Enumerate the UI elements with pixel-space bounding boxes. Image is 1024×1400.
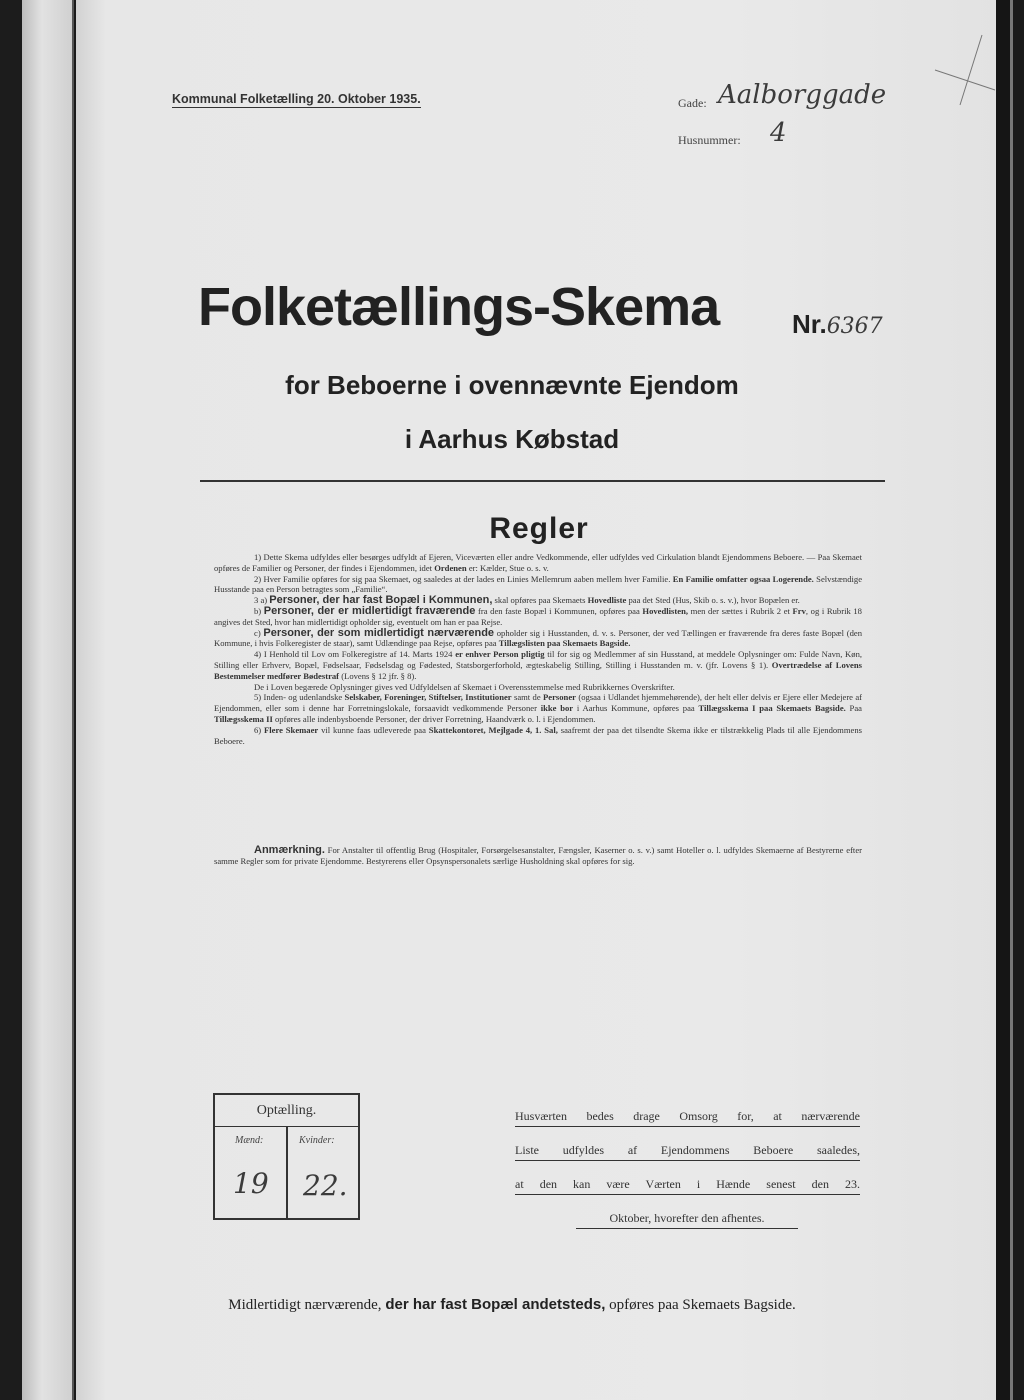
rule-1: 1) Dette Skema udfyldes eller besørges udfyldt af Ejeren, Viceværten eller andre Vedkommende, eller udfyldes ved Cirkulation blandt Ejendommens Beboere. — Paa Skemaet opføres de Familier og Personer, der findes i Ejendommen, idet Ordenen er: Kælder, Stue o. s. v.	[214, 552, 862, 573]
form-title: Folketællings-Skema	[198, 277, 720, 337]
footer-note	[0, 1296, 1024, 1314]
rule-6: 6) Flere Skemaer vil kunne faas udleverede paa Skattekontoret, Mejlgade 4, 1. Sal, saafremt der paa det tilsendte Skema ikke er tilstrækkelig Plads til alle Ejendommens Beboere.	[214, 724, 863, 746]
form-subtitle: for Beboerne i ovennævnte Ejendom	[285, 370, 739, 400]
form-location: i Aarhus Købstad	[404, 424, 620, 454]
census-header: Kommunal Folketælling 20. Oktober 1935.	[172, 92, 421, 106]
rule-3b: b) Personer, der er midlertidigt fraværende fra den faste Bopæl i Kommunen, opføres paa Hovedlisten, men der sættes i Rubrik 2 et Frv, og i Rubrik 18 angives det Sted, hvor han midlertidigt opholder sig, eventuelt om han er paa Rejse.	[214, 604, 862, 627]
rule-3c: c) Personer, der som midlertidigt nærværende opholder sig i Husstanden, d. v. s. Personer, der ved Tællingen er fraværende fra deres faste Bopæl (den Kommune, i hvis Folkeregister de staar), samt Udlændinge paa Rejse, opføres paa Tillægslisten paa Skemaets Bagside.	[214, 626, 862, 649]
rule-4: 4) I Henhold til Lov om Folkeregistre af 14. Marts 1924 er enhver Person pligtig til for sig og Medlemmer af sin Husstand, at meddele Oplysninger om: Fulde Navn, Køn, Stilling eller Erhverv, Bopæl, Fødselsaar, Fødselsdag og Fødested, Statsborgerforhold, ægteskabelig Stilling, Stilling i Husstanden m. v. (jfr. Lovens § 1). Overtrædelse af Lovens Bestemmelser medfører Bødestraf (Lovens § 12 jfr. § 8).	[214, 649, 863, 681]
street-label: Gade:	[678, 96, 707, 110]
pencil-mark	[920, 30, 1000, 110]
rule-5: 5) Inden- og udenlandske Selskaber, Foreninger, Stiftelser, Institutioner samt de Personer (ogsaa i Udlandet hjemmehørende), der helt eller delvis er Ejere eller Medejere af Ejendommen, eller som i denne har Forretningslokale, forsaavidt vedkommende Personer ikke bor i Aarhus Kommune, opføres paa Tillægsskema I paa Skemaets Bagside. Paa Tillægsskema II opføres alle indenbysboende Personer, der driver Forretning, Haandværk o. l. i Ejendommen.	[214, 692, 863, 724]
house-number-value: 4	[770, 118, 787, 148]
instruction-line-3: at den kan være Værten i Hænde senest den 23.	[515, 1174, 860, 1195]
instruction-line-4: Oktober, hvorefter den afhentes.	[576, 1208, 798, 1229]
form-number	[792, 309, 883, 340]
footer-part-c: opføres paa Skemaets Bagside.	[609, 1297, 796, 1313]
count-box	[213, 1093, 360, 1220]
footer-part-b: der har fast Bopæl andetsteds,	[385, 1296, 606, 1313]
count-box-divider	[286, 1126, 288, 1218]
form-number-value: 6367	[826, 314, 883, 339]
rule-4-extra: De i Loven begærede Oplysninger gives ved Udfyldelsen af Skemaet i Overensstemmelse med Rubrikkernes Overskrifter.	[254, 681, 675, 692]
book-spine	[0, 0, 22, 1400]
rules-heading: Regler	[489, 512, 589, 545]
count-box-title: Optælling.	[215, 1095, 358, 1127]
instruction-line-1: Husværten bedes drage Omsorg for, at nærværende	[515, 1106, 860, 1127]
landlord-instructions	[515, 1106, 860, 1242]
instruction-line-2: Liste udfyldes af Ejendommens Beboere saaledes,	[515, 1140, 860, 1161]
page-edge	[996, 0, 1010, 1400]
women-label: Kvinder:	[299, 1135, 335, 1146]
men-count: 19	[233, 1167, 269, 1200]
rules-text	[214, 552, 862, 746]
women-count: 22.	[303, 1169, 348, 1202]
street-value: Aalborggade	[718, 80, 887, 110]
title-rule	[200, 480, 885, 482]
men-label: Mænd:	[235, 1135, 264, 1146]
page-binding	[22, 0, 74, 1400]
rule-3a: 3 a) Personer, der har fast Bopæl i Kommunen, skal opføres paa Skemaets Hovedliste paa det Sted (Hus, Skib o. s. v.), hvor Bopælen er.	[254, 594, 800, 607]
remark-label: Anmærkning.	[254, 844, 325, 856]
footer-part-a: Midlertidigt nærværende,	[228, 1297, 382, 1313]
remark	[214, 845, 862, 867]
form-number-label: Nr.	[792, 309, 827, 339]
remark-text: For Anstalter til offentlig Brug (Hospitaler, Forsørgelsesanstalter, Fængsler, Kaserner o. s. v.) samt Hoteller o. l. udfyldes Skemaerne af Bestyrerne efter samme Regler som for private Ejendomme. Bestyrerens eller Opsynspersonalets særlige Husholdning skal opføres for sig.	[214, 845, 862, 866]
rule-2: 2) Hver Familie opføres for sig paa Skemaet, og saaledes at der lades en Linies Mellemrum aaben mellem hver Familie. En Familie omfatter ogsaa Logerende. Selvstændige Husstande paa en Person betragtes som „Familie“.	[214, 573, 863, 595]
house-number-label: Husnummer:	[678, 133, 741, 147]
